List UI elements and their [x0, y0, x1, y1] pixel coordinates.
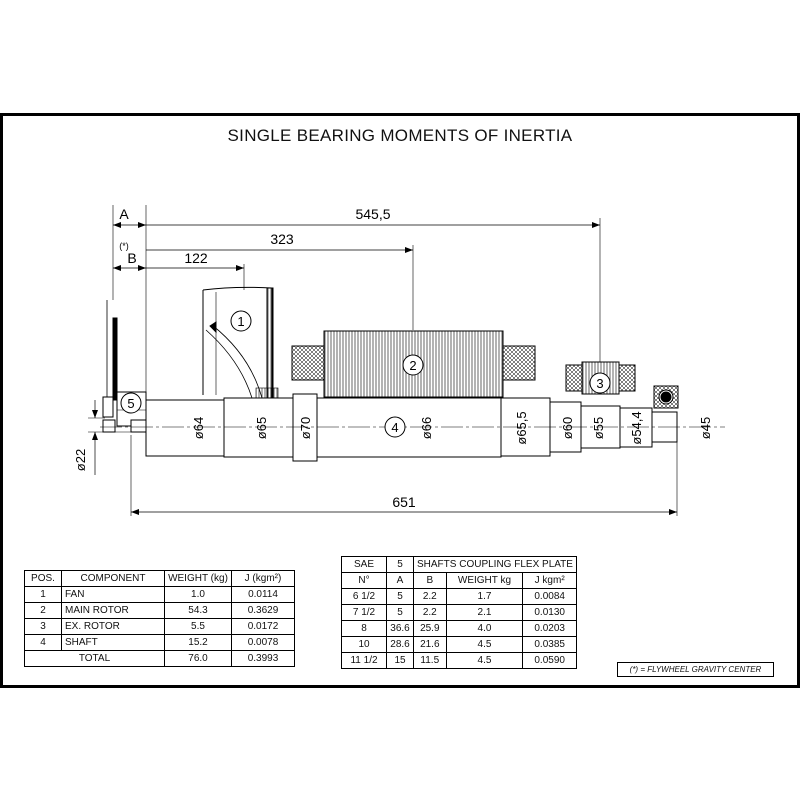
cell-total-j: 0.3993 — [232, 651, 295, 667]
dia-66: ø66 — [419, 416, 434, 440]
drawing-title: SINGLE BEARING MOMENTS OF INERTIA — [227, 126, 573, 145]
bearing — [654, 386, 678, 408]
dia-55: ø55 — [591, 416, 606, 440]
header-n: N° — [342, 573, 387, 589]
header-component: COMPONENT — [62, 571, 165, 587]
table-row — [342, 589, 577, 605]
cell-weight: 4.5 — [446, 637, 523, 653]
header-pos: POS. — [25, 571, 62, 587]
cell-weight: 15.2 — [165, 635, 232, 651]
dim-651-label: 651 — [392, 494, 416, 510]
cell-a: 15 — [387, 653, 414, 669]
cell-b: 21.6 — [414, 637, 447, 653]
svg-text:2: 2 — [409, 358, 417, 373]
header-weight: WEIGHT kg — [446, 573, 523, 589]
svg-text:5: 5 — [127, 396, 135, 411]
flywheel-mark: (*) — [119, 241, 129, 251]
cell-j: 0.0590 — [523, 653, 577, 669]
dia-22: ø22 — [73, 448, 88, 472]
table-row — [25, 587, 295, 603]
cell-pos: 2 — [25, 603, 62, 619]
svg-text:3: 3 — [596, 376, 604, 391]
cell-sae: 10 — [342, 637, 387, 653]
table-row — [342, 637, 577, 653]
callout-3 — [590, 373, 610, 393]
header-a: A — [387, 573, 414, 589]
callout-1 — [231, 311, 251, 331]
cell-b: 2.2 — [414, 605, 447, 621]
cell-j: 0.0130 — [523, 605, 577, 621]
callout-4 — [385, 417, 405, 437]
dim-323-label: 323 — [270, 231, 294, 247]
cell-a: 36.6 — [387, 621, 414, 637]
flex-plate — [103, 300, 146, 432]
cell-b: 25.9 — [414, 621, 447, 637]
cell-weight: 1.0 — [165, 587, 232, 603]
components-table — [24, 570, 295, 667]
cell-pos: 3 — [25, 619, 62, 635]
cell-j: 0.0203 — [523, 621, 577, 637]
cell-a: 5 — [387, 589, 414, 605]
dia-65-5: ø65,5 — [514, 411, 529, 445]
header-group: SHAFTS COUPLING FLEX PLATE — [414, 557, 577, 573]
sae-flex-plate-table — [341, 556, 577, 669]
header-sae: SAE — [342, 557, 387, 573]
header-j: J (kgm²) — [232, 571, 295, 587]
cell-component: FAN — [62, 587, 165, 603]
dia-54-4: ø54,4 — [629, 411, 644, 445]
cell-j: 0.0078 — [232, 635, 295, 651]
header-j: J kgm² — [523, 573, 577, 589]
dim-a-label: A — [119, 206, 129, 222]
header-weight: WEIGHT (kg) — [165, 571, 232, 587]
svg-text:4: 4 — [391, 420, 399, 435]
cell-j: 0.0385 — [523, 637, 577, 653]
cell-a: 5 — [387, 605, 414, 621]
table-row — [25, 635, 295, 651]
dim-b-label: B — [127, 250, 137, 266]
cell-j: 0.0084 — [523, 589, 577, 605]
cell-component: MAIN ROTOR — [62, 603, 165, 619]
cell-component: SHAFT — [62, 635, 165, 651]
cell-pos: 1 — [25, 587, 62, 603]
cell-weight: 1.7 — [446, 589, 523, 605]
cell-b: 11.5 — [414, 653, 447, 669]
cell-sae: 11 1/2 — [342, 653, 387, 669]
cell-b: 2.2 — [414, 589, 447, 605]
flywheel-note: (*) = FLYWHEEL GRAVITY CENTER — [617, 662, 774, 677]
cell-weight: 4.0 — [446, 621, 523, 637]
cell-weight: 54.3 — [165, 603, 232, 619]
cell-j: 0.3629 — [232, 603, 295, 619]
cell-weight: 2.1 — [446, 605, 523, 621]
dia-45: ø45 — [698, 416, 713, 440]
dia-70: ø70 — [298, 416, 313, 440]
callout-2 — [403, 355, 423, 375]
cell-weight: 5.5 — [165, 619, 232, 635]
table-row — [25, 619, 295, 635]
svg-text:1: 1 — [237, 314, 245, 329]
table-header-row — [342, 573, 577, 589]
header-b: B — [414, 573, 447, 589]
cell-sae: 8 — [342, 621, 387, 637]
table-row — [342, 605, 577, 621]
cell-a: 28.6 — [387, 637, 414, 653]
cell-pos: 4 — [25, 635, 62, 651]
cell-sae: 6 1/2 — [342, 589, 387, 605]
header-pos5: 5 — [387, 557, 414, 573]
dim-545-label: 545,5 — [355, 206, 391, 222]
cell-component: EX. ROTOR — [62, 619, 165, 635]
dia-60: ø60 — [560, 416, 575, 440]
table-row — [25, 603, 295, 619]
cell-j: 0.0172 — [232, 619, 295, 635]
cell-sae: 7 1/2 — [342, 605, 387, 621]
cell-j: 0.0114 — [232, 587, 295, 603]
dia-64: ø64 — [191, 416, 206, 440]
table-row — [342, 621, 577, 637]
dia-65: ø65 — [254, 416, 269, 440]
callout-5 — [121, 393, 141, 413]
cell-total-weight: 76.0 — [165, 651, 232, 667]
table-header-row — [342, 557, 577, 573]
cell-total-label: TOTAL — [25, 651, 165, 667]
cell-weight: 4.5 — [446, 653, 523, 669]
dim-122-label: 122 — [184, 250, 208, 266]
table-total-row — [25, 651, 295, 667]
table-row — [342, 653, 577, 669]
fan — [203, 287, 278, 398]
table-header-row — [25, 571, 295, 587]
